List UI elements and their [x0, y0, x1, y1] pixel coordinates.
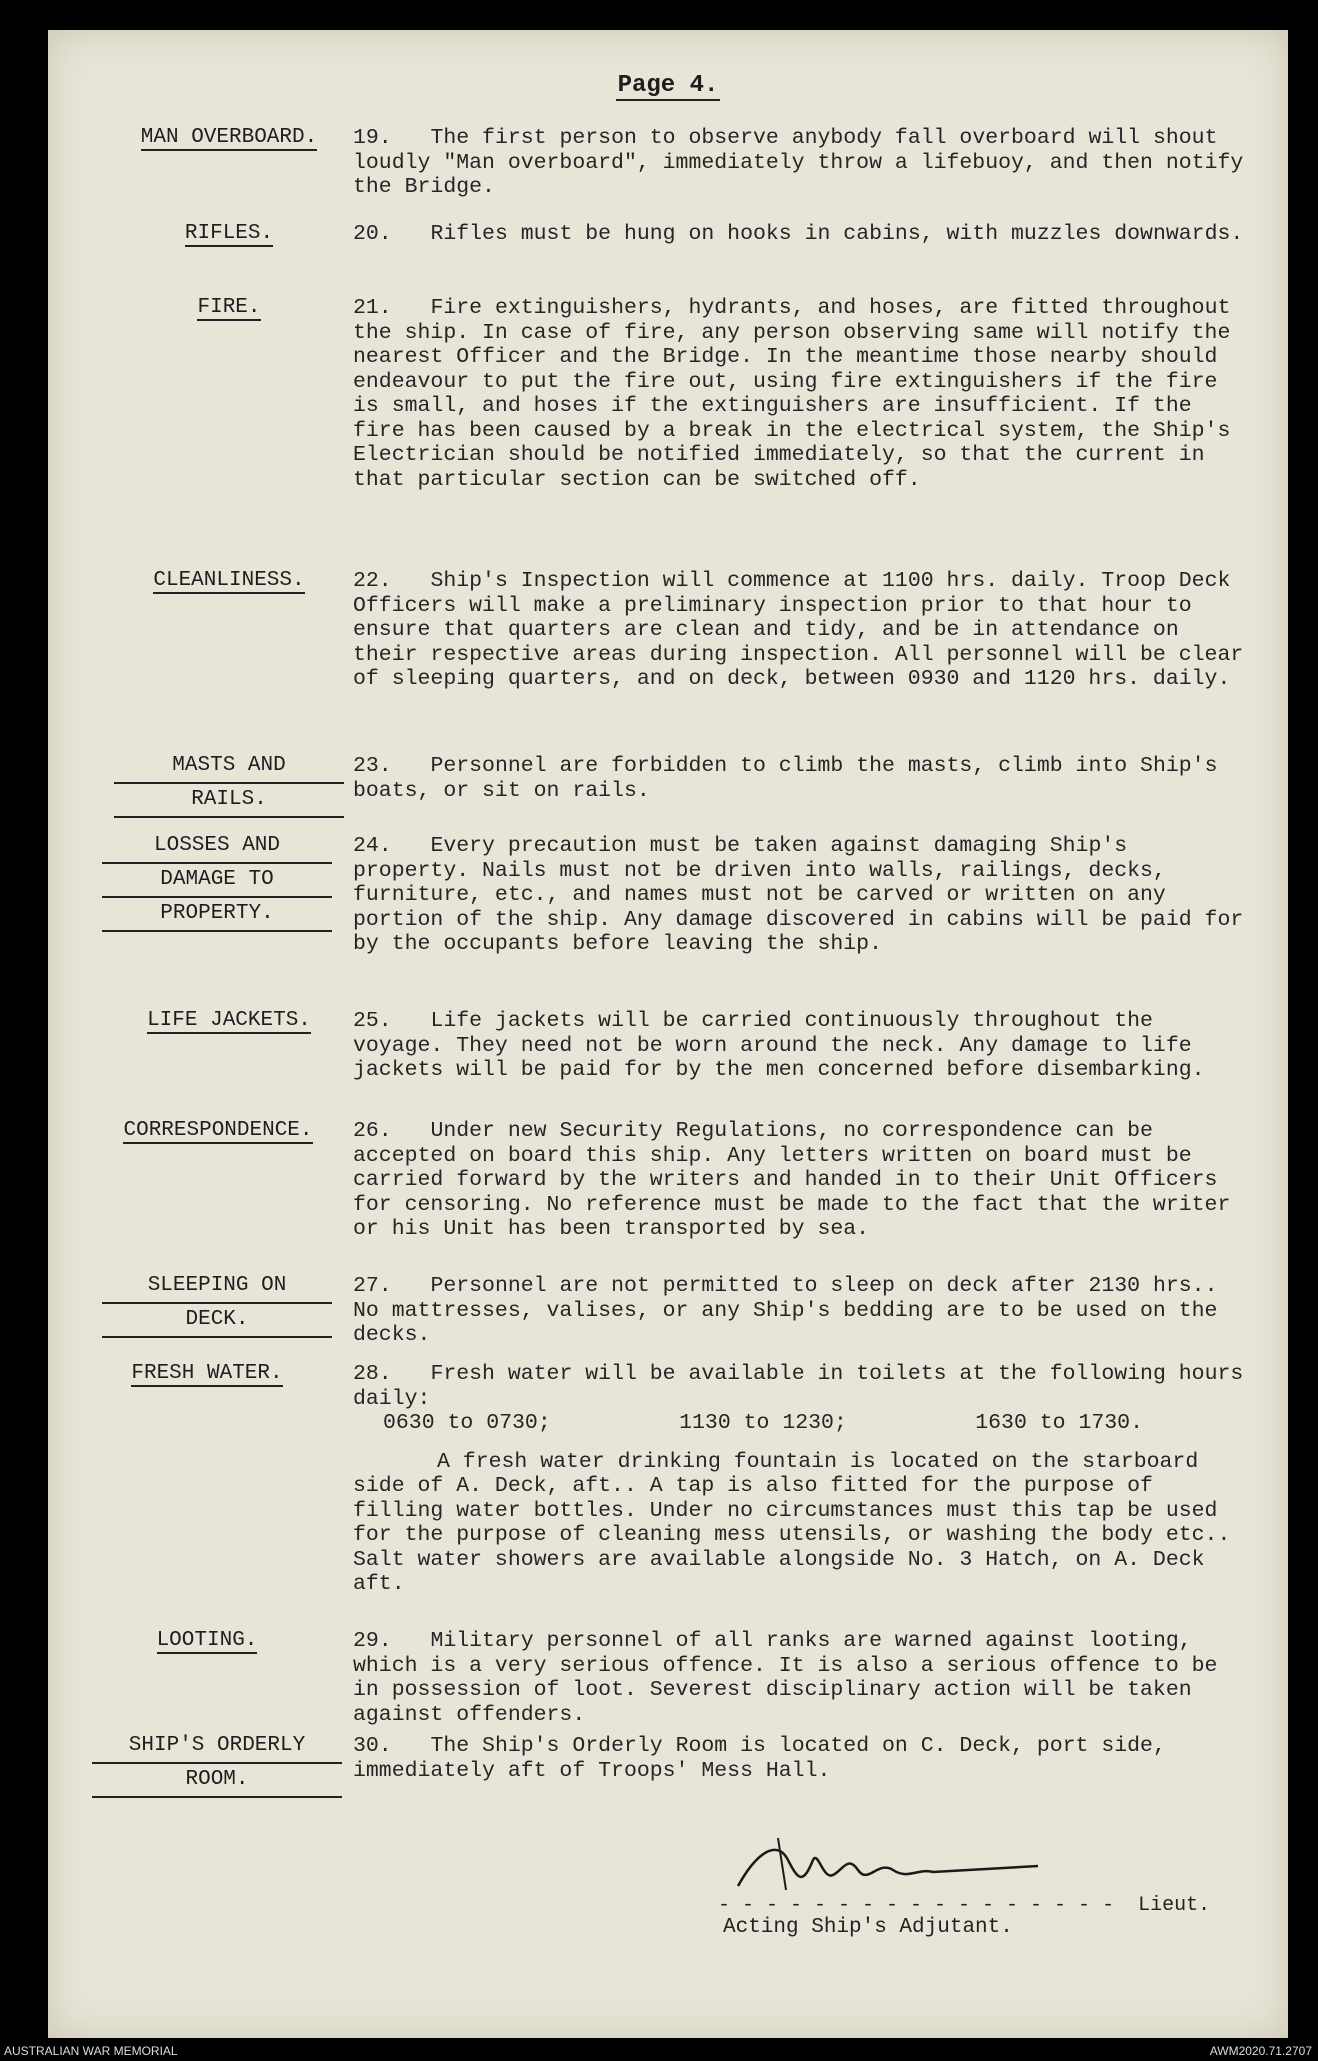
section-body: 26. Under new Security Regulations, no correspondence can be accepted on board this ship. Any letters written on board must be carried forward by the writers and handed in to their Unit Officers for censoring. No reference must be made to the fact that the writer or his Unit has been transported by sea.	[353, 1119, 1231, 1241]
signature-title: Acting Ship's Adjutant.	[723, 1916, 1013, 1939]
section-heading: LOSSES AND DAMAGE TO PROPERTY.	[102, 830, 332, 932]
section-heading: RIFLES.	[184, 222, 274, 245]
section-heading: FRESH WATER.	[131, 1362, 283, 1385]
footer-left: AUSTRALIAN WAR MEMORIAL	[4, 2044, 178, 2058]
section-body: 22. Ship's Inspection will commence at 1100 hrs. daily. Troop Deck Officers will make a preliminary inspection prior to that hour to ensure that quarters are clean and tidy, and be in attendance on their respective areas during inspection. All personnel will be clear of sleeping quarters, and on deck, between 0930 and 1120 hrs. daily.	[353, 569, 1244, 691]
section-body: 27. Personnel are not permitted to sleep on deck after 2130 hrs.. No mattresses, valises, or any Ship's bedding are to be used on the decks.	[353, 1274, 1218, 1347]
section-body: 30. The Ship's Orderly Room is located on C. Deck, port side, immediately aft of Troops' Mess Hall.	[353, 1734, 1166, 1783]
page-title: Page 4.	[617, 72, 719, 99]
section-heading: MASTS AND RAILS.	[114, 750, 344, 818]
footer-right: AWM2020.71.2707	[1209, 2044, 1312, 2058]
section-body: 23. Personnel are forbidden to climb the masts, climb into Ship's boats, or sit on rails.	[353, 754, 1218, 803]
section-body: 19. The first person to observe anybody fall overboard will shout loudly "Man overboard", immediately throw a lifebuoy, and then notify the Bridge.	[353, 126, 1244, 199]
section-body: 24. Every precaution must be taken against damaging Ship's property. Nails must not be driven into walls, railings, decks, furniture, etc., and names must not be carved or written on any portion of the ship. Any damage discovered in cabins will be paid for by the occupants before leaving the ship.	[353, 834, 1244, 956]
water-hours: 0630 to 0730; 1130 to 1230; 1630 to 1730.	[383, 1411, 1143, 1435]
section-heading: CORRESPONDENCE.	[123, 1119, 313, 1142]
signature-line: - - - - - - - - - - - - - - - - - Lieut.	[718, 1894, 1211, 1917]
section-body: 20. Rifles must be hung on hooks in cabins, with muzzles downwards.	[353, 222, 1244, 246]
section-body: 25. Life jackets will be carried continuously throughout the voyage. They need not be worn around the neck. Any damage to life jackets will be paid for by the men concerned before disembarking.	[353, 1009, 1205, 1082]
section-body: 21. Fire extinguishers, hydrants, and hoses, are fitted throughout the ship. In case of fire, any person observing same will notify the nearest Officer and the Bridge. In the meantime those nearby should endeavour to put the fire out, using fire extinguishers if the fire is small, and hoses if the extinguishers are insufficient. If the fire has been caused by a break in the electrical system, the Ship's Electrician should be notified immediately, so that the current in that particular section can be switched off.	[353, 296, 1231, 492]
document-page	[48, 30, 1288, 2038]
signature-block	[718, 1830, 1218, 1940]
section-heading: LOOTING.	[156, 1629, 258, 1652]
section-heading: LIFE JACKETS.	[147, 1009, 311, 1032]
section-body: 29. Military personnel of all ranks are warned against looting, which is a very serious offence. It is also a serious offence to be in possession of loot. Severest disciplinary action will be taken against offenders.	[353, 1629, 1218, 1727]
section-heading: SLEEPING ON DECK.	[102, 1270, 332, 1338]
section-heading: MAN OVERBOARD.	[140, 126, 318, 149]
section-heading: FIRE.	[197, 296, 261, 319]
section-heading: CLEANLINESS.	[153, 569, 305, 592]
section-body: 28. Fresh water will be available in toilets at the following hours daily: 0630 to 0730; 1130 to 1230; 1630 to 1730. A fresh water drinking fountain is located on the starboard side of A. Deck, aft.. A tap is also fitted for the purpose of filling water bottles. Under no circumstances must this tap be used for the purpose of cleaning mess utensils, or washing the body etc.. Salt water showers are available alongside No. 3 Hatch, on A. Deck aft.	[353, 1362, 1244, 1596]
section-heading: SHIP'S ORDERLY ROOM.	[92, 1730, 342, 1798]
